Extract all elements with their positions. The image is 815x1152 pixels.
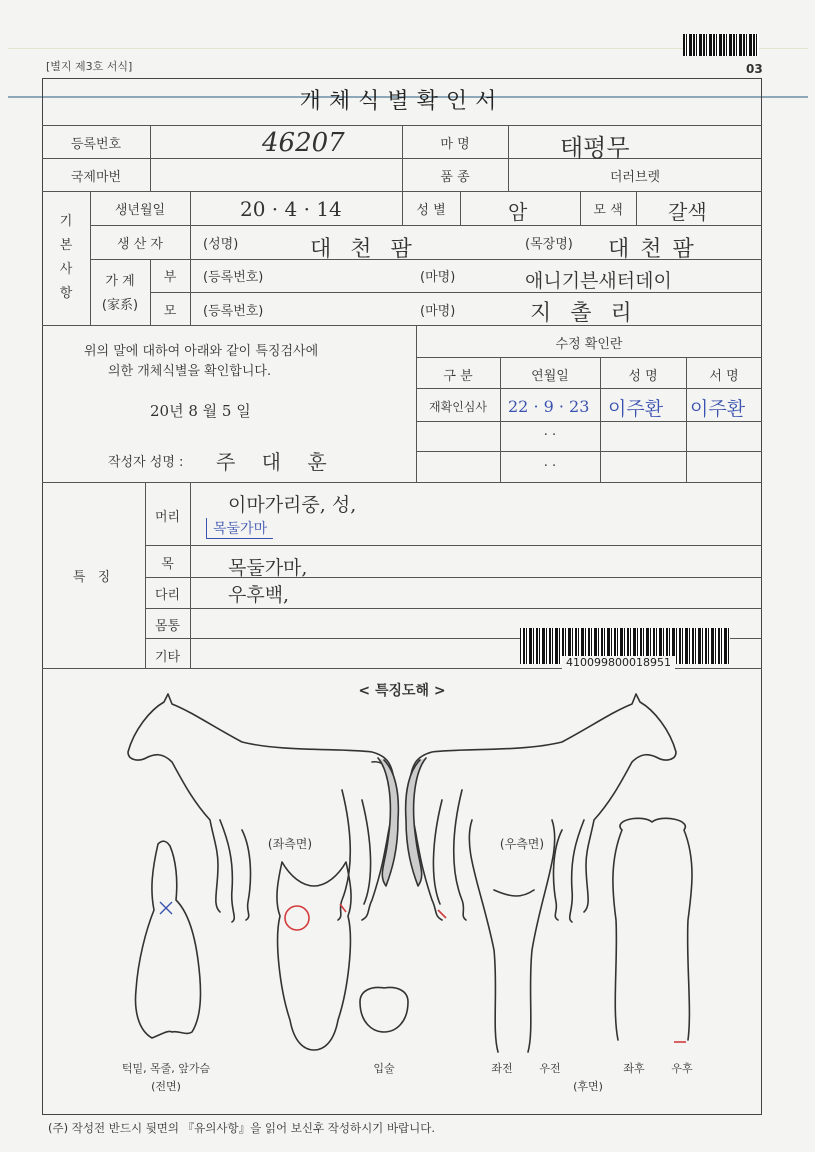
confirm-date: 20년 8 월 5 일 [150,402,251,420]
rev-row2-date: · · [543,428,557,443]
lineage-hanja: (家系) [101,298,139,313]
diagram-title: < 특징도해 > [358,683,446,699]
rev-row1-name: 이주환 [608,398,664,420]
lineage-label: 가 계 [105,274,135,289]
page-number: 03 [746,62,763,76]
sire-name-caption: (마명) [420,270,456,285]
rev-header-type: 구 분 [443,369,473,384]
front-caption: (전면) [151,1080,181,1093]
rev-row3-date: · · [543,459,557,474]
rear-view-drawing [613,818,692,1040]
grid-line [190,482,191,668]
sex-value: 암 [508,200,528,224]
neck-marking [160,902,172,914]
dam-name-caption: (마명) [420,304,456,319]
head-value: 이마가리중, 성, [228,494,357,516]
legs-label: 다리 [154,588,181,603]
front-view-drawing [136,841,201,1038]
statement-line1: 위의 말에 대하여 아래와 같이 특징검사에 [84,344,319,359]
sex-label: 성 별 [416,203,446,218]
grid-line [145,608,762,609]
grid-line [145,545,762,546]
rev-row1-type: 재확인심사 [429,400,487,414]
revision-title: 수정 확인란 [555,337,623,352]
left-side-caption: (좌측면) [267,837,313,851]
reg-no-label: 등록번호 [70,137,122,152]
grid-line [150,125,151,191]
rev-header-name: 성 명 [628,369,658,384]
birth-label: 생년월일 [114,203,166,218]
face-view-drawing [277,862,351,1050]
producer-name-caption: (성명) [203,237,239,252]
rear-right-caption: 우후 [671,1062,693,1075]
rev-row1-sign: 이주환 [690,398,746,420]
dam-reg-caption: (등록번호) [203,304,264,319]
features-section-label: 특 징 [72,570,115,585]
grid-line [42,325,762,326]
grid-line [416,357,762,358]
lips-drawing [360,988,408,1032]
statement-line2: 의한 개체식별을 확인합니다. [108,364,272,379]
grid-line [416,388,762,389]
rear-caption: (후면) [573,1080,603,1093]
grid-line [190,259,191,325]
sire-label: 부 [163,270,177,285]
horse-right-side-drawing [406,694,676,922]
rev-row1-date: 22 · 9 · 23 [508,397,590,416]
leg-marking-right [438,910,446,918]
barcode-number: 410099800018951 [562,656,675,669]
grid-line [190,191,191,259]
horse-diagram [42,690,762,1115]
neck-label: 목 [161,557,174,572]
neck-value: 목둘가마, [228,557,308,579]
legs-value: 우후백, [228,584,290,606]
sire-value: 애니기븐새터데이 [525,270,672,292]
body-label: 몸통 [154,619,181,634]
farm-name-caption: (목장명) [525,237,573,252]
birth-value: 20 · 4 · 14 [240,197,342,221]
rev-header-sign: 서 명 [709,369,739,384]
dam-label: 모 [163,304,177,319]
horse-name-value: 태평무 [560,134,630,162]
grid-line [416,421,762,422]
rev-header-date: 연월일 [531,369,569,384]
front-legs-drawing [469,820,554,1052]
horse-name-label: 마 명 [440,137,470,152]
producer-label: 생 산 자 [117,237,163,252]
dam-value: 지 촐 리 [530,301,638,326]
front-right-caption: 우전 [539,1062,561,1075]
sire-reg-caption: (등록번호) [203,270,264,285]
basic-section-label: 기 본 사 항 [59,214,73,301]
grid-line [42,482,762,483]
color-label: 모 색 [593,203,623,218]
form-code: [별지 제3호 서식] [46,60,133,73]
writer-value: 주 대 훈 [216,450,337,474]
head-label: 머리 [154,510,181,525]
intl-no-label: 국제마번 [70,170,122,185]
writer-label: 작성자 성명 : [108,455,184,470]
head-note: 목둘가마 [206,518,273,539]
grid-line [636,191,637,225]
front-left-caption: 좌전 [491,1062,513,1075]
top-barcode [683,34,759,56]
footer-note: (주) 작성전 반드시 뒷면의 『유의사항』을 읽어 보신후 작성하시기 바랍니다. [48,1121,436,1135]
grid-line [416,451,762,452]
lips-caption: 입술 [373,1062,395,1075]
producer-value: 대 천 팜 [310,237,418,262]
breed-value: 더러브렛 [609,170,661,185]
form-title: 개체식별확인서 [299,89,505,114]
horse-left-side-drawing [128,694,398,922]
reg-no-value: 46207 [262,128,345,158]
breed-label: 품 종 [440,170,470,185]
head-marking [285,906,309,930]
right-side-caption: (우측면) [499,837,545,851]
front-labels: 턱밑, 목줄, 앞가슴 [121,1062,211,1075]
color-value: 갈색 [668,200,707,224]
other-label: 기타 [154,650,181,665]
rear-left-caption: 좌후 [623,1062,645,1075]
farm-value: 대 천 팜 [608,237,696,262]
grid-line [460,191,461,225]
